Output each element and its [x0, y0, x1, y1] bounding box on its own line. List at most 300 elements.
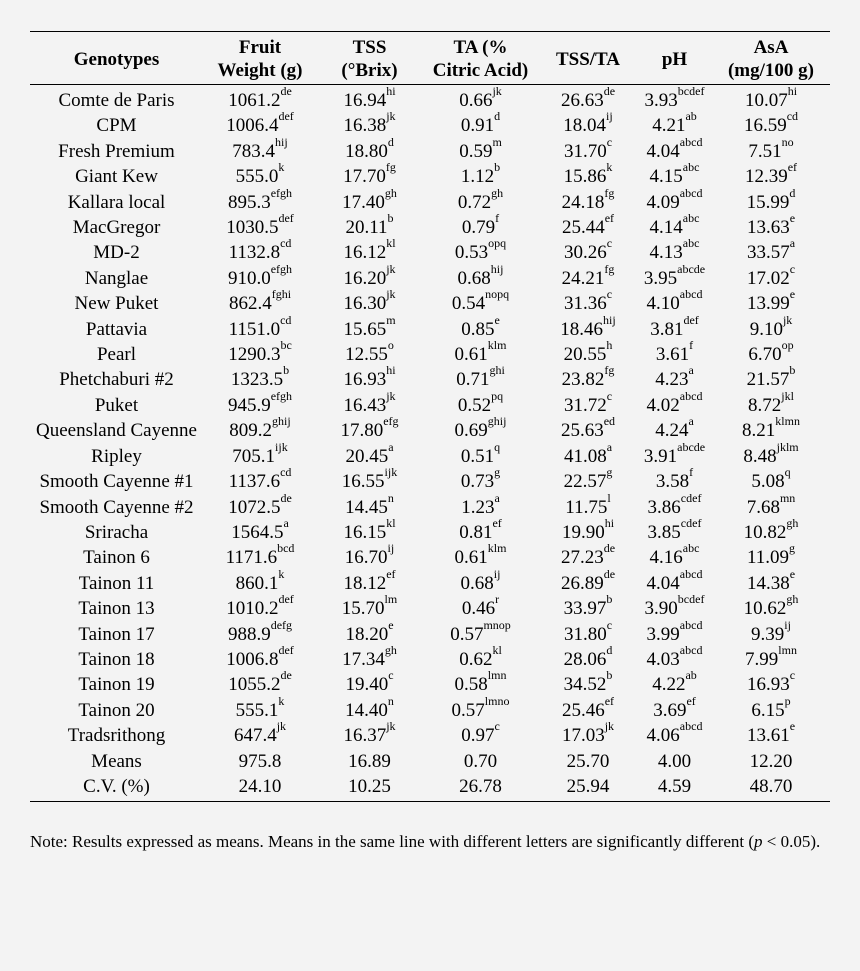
significance-letters: ef	[386, 566, 396, 581]
ph-cell	[637, 287, 712, 316]
cell-value: 12.20	[749, 750, 793, 772]
header-genotypes: Genotypes	[30, 32, 203, 85]
significance-letters: abc	[682, 541, 700, 556]
genotype-cell: Tradsrithong	[67, 725, 166, 747]
tss-cell	[317, 388, 422, 418]
cell-value: 10.25	[348, 775, 391, 797]
significance-letters: opq	[488, 236, 507, 251]
asa-cell	[712, 693, 830, 723]
significance-letters: hij	[275, 134, 288, 149]
significance-letters: abcd	[679, 185, 703, 200]
significance-letters: o	[387, 338, 394, 353]
cell-value: 17.03	[561, 725, 605, 747]
fruit-weight-cell	[203, 160, 317, 189]
cell-value: 705.1	[232, 445, 276, 467]
asa-cell	[712, 134, 830, 164]
cell-value: 26.78	[459, 775, 502, 797]
cell-value: 20.45	[345, 445, 389, 467]
cell-value: 10.07	[744, 90, 788, 111]
cell-value: 988.9	[227, 623, 271, 645]
significance-letters: ab	[685, 109, 697, 124]
significance-letters: efgh	[270, 261, 293, 276]
cell-value: 25.44	[561, 217, 605, 239]
fruit-weight-cell	[203, 719, 317, 748]
ta-cell	[422, 388, 539, 418]
tss-cell	[317, 642, 422, 672]
cell-value: 19.40	[345, 674, 389, 696]
asa-cell	[712, 85, 830, 114]
significance-letters: kl	[386, 236, 396, 251]
cell-value: 14.45	[345, 496, 388, 518]
significance-letters: b	[606, 668, 613, 683]
tss-ta-cell	[539, 465, 637, 494]
cell-value: 24.21	[561, 267, 605, 289]
significance-letters: def	[278, 211, 294, 226]
significance-letters: de	[603, 541, 616, 556]
genotype-cell: Nanglae	[84, 267, 149, 289]
cell-value: 0.57	[451, 699, 485, 721]
tss-ta-cell	[539, 642, 637, 672]
header-ta: TA (% Citric Acid)	[422, 32, 539, 85]
genotype-cell: Tainon 6	[83, 547, 150, 569]
cell-value: 33.97	[563, 598, 607, 620]
tss-ta-cell	[539, 261, 637, 291]
table-row	[30, 723, 830, 748]
significance-letters: gh	[786, 515, 799, 530]
asa-cell	[712, 439, 830, 469]
cell-value: 4.00	[657, 750, 692, 772]
table-row	[30, 139, 830, 164]
cell-value: 1290.3	[228, 344, 281, 366]
tss-cell	[317, 566, 422, 596]
significance-letters: cd	[280, 465, 292, 480]
genotype-cell: Tainon 13	[78, 598, 155, 620]
significance-letters: klm	[487, 338, 507, 353]
cell-value: 862.4	[228, 293, 272, 315]
tss-cell	[317, 490, 422, 520]
ph-cell	[637, 185, 712, 215]
significance-letters: abcde	[677, 439, 706, 454]
cell-value: 20.11	[345, 217, 388, 239]
significance-letters: de	[280, 668, 292, 683]
significance-letters: de	[280, 84, 292, 98]
significance-letters: no	[781, 134, 794, 149]
significance-letters: k	[278, 566, 285, 581]
significance-letters: e	[789, 566, 796, 581]
cell-value: 8.48	[743, 445, 777, 467]
fruit-weight-cell	[203, 388, 317, 418]
significance-letters: ij	[387, 541, 395, 556]
cell-value: 31.80	[563, 623, 607, 645]
cell-value: 18.04	[563, 115, 607, 137]
ta-cell	[422, 566, 539, 596]
table-row	[30, 367, 830, 392]
significance-letters: h	[606, 338, 613, 353]
tss-cell	[317, 774, 422, 802]
fruit-weight-cell	[203, 515, 317, 545]
tss-ta-cell	[539, 439, 637, 469]
significance-letters: bc	[280, 338, 292, 353]
cell-value: 17.70	[343, 166, 386, 188]
cell-value: 4.13	[649, 242, 683, 264]
significance-letters: c	[606, 388, 613, 403]
significance-letters: cd	[280, 312, 292, 327]
significance-letters: c	[388, 668, 394, 683]
significance-letters: ijk	[275, 439, 288, 454]
fruit-weight-cell	[203, 338, 317, 367]
cell-value: 5.08	[751, 471, 785, 493]
cell-value: 910.0	[227, 267, 271, 289]
tss-cell	[317, 668, 422, 697]
significance-letters: g	[789, 541, 796, 556]
asa-cell	[712, 185, 830, 215]
significance-letters: jkl	[781, 388, 794, 403]
cell-value: 0.70	[463, 750, 498, 772]
tss-cell	[317, 617, 422, 647]
table-row	[30, 520, 830, 545]
table-row	[30, 596, 830, 621]
tss-ta-cell	[539, 566, 637, 596]
cell-value: 23.82	[561, 369, 605, 391]
genotype-cell: Tainon 18	[78, 648, 155, 670]
significance-letters: kl	[386, 515, 396, 530]
results-table	[30, 31, 830, 802]
tss-cell	[317, 465, 422, 494]
tss-cell	[317, 85, 422, 114]
cell-value: 16.55	[341, 471, 385, 493]
ta-cell	[422, 312, 539, 342]
significance-letters: abc	[682, 236, 700, 251]
cell-value: 895.3	[227, 191, 271, 213]
asa-cell	[712, 566, 830, 596]
genotype-cell: MD-2	[93, 242, 140, 264]
significance-letters: jk	[276, 719, 287, 734]
tss-ta-cell	[539, 134, 637, 164]
cell-value: 31.36	[563, 293, 607, 315]
cell-value: 1.12	[460, 166, 495, 188]
significance-letters: m	[492, 134, 502, 149]
header-asa: AsA (mg/100 g)	[712, 32, 830, 85]
tss-cell	[317, 414, 422, 443]
tss-cell	[317, 185, 422, 215]
significance-letters: abcd	[679, 617, 703, 632]
significance-letters: jk	[604, 719, 615, 734]
cell-value: 4.24	[655, 420, 689, 442]
significance-letters: lmn	[487, 668, 507, 683]
ta-cell	[422, 617, 539, 647]
significance-letters: e	[789, 287, 796, 302]
significance-letters: abcd	[679, 566, 703, 581]
significance-letters: ijk	[384, 465, 398, 480]
tss-ta-cell	[539, 185, 637, 215]
ta-cell	[422, 160, 539, 189]
tss-ta-cell	[539, 693, 637, 723]
genotype-cell: Means	[91, 750, 142, 772]
cell-value: 4.14	[649, 217, 683, 239]
significance-letters: lmn	[778, 642, 797, 657]
cell-value: 1010.2	[226, 598, 279, 620]
cell-value: 15.86	[563, 166, 607, 188]
table-row	[30, 113, 830, 138]
cell-value: 4.09	[646, 191, 680, 213]
cell-value: 3.93	[644, 90, 678, 111]
cell-value: 13.63	[746, 217, 790, 239]
ta-cell	[422, 236, 539, 265]
cell-value: 13.61	[746, 725, 790, 747]
cell-value: 0.73	[460, 471, 495, 493]
cell-value: 16.43	[343, 394, 387, 416]
cell-value: 15.65	[343, 318, 387, 340]
cell-value: 1564.5	[231, 521, 284, 543]
significance-letters: c	[789, 261, 796, 276]
cell-value: 945.9	[227, 394, 271, 416]
significance-letters: ef	[604, 211, 615, 226]
significance-letters: a	[606, 439, 613, 454]
ta-cell	[422, 693, 539, 723]
ta-cell	[422, 134, 539, 164]
significance-letters: d	[789, 185, 796, 200]
cell-value: 25.94	[566, 775, 610, 797]
fruit-weight-cell	[203, 693, 317, 723]
ta-cell	[422, 719, 539, 748]
header-ph: pH	[637, 32, 712, 85]
asa-cell	[712, 541, 830, 570]
cell-value: 25.70	[566, 750, 610, 772]
ta-cell	[422, 211, 539, 240]
fruit-weight-cell	[203, 134, 317, 164]
ta-cell	[422, 338, 539, 367]
cell-value: 16.94	[343, 90, 387, 111]
asa-cell	[712, 719, 830, 748]
cell-value: 10.82	[743, 521, 787, 543]
table-row	[30, 266, 830, 291]
table-row	[30, 749, 830, 774]
fruit-weight-cell	[203, 109, 317, 138]
significance-letters: hi	[386, 84, 396, 98]
cell-value: 4.04	[646, 572, 680, 594]
fruit-weight-cell	[203, 541, 317, 570]
asa-cell	[712, 109, 830, 138]
cell-value: 16.59	[743, 115, 787, 137]
table-row	[30, 190, 830, 215]
genotype-cell: MacGregor	[72, 217, 161, 239]
genotype-cell: Puket	[94, 394, 139, 416]
significance-letters: ef	[492, 515, 502, 530]
cell-value: 16.20	[343, 267, 387, 289]
asa-cell	[712, 236, 830, 265]
cell-value: 20.55	[563, 344, 607, 366]
cell-value: 15.99	[746, 191, 790, 213]
cell-value: 0.79	[461, 217, 496, 239]
significance-letters: abcd	[679, 134, 703, 149]
significance-letters: f	[689, 465, 694, 480]
cell-value: 4.21	[652, 115, 686, 137]
significance-letters: jk	[492, 84, 502, 98]
table-row	[30, 571, 830, 596]
table-row	[30, 240, 830, 265]
cell-value: 3.61	[655, 344, 690, 366]
significance-letters: ij	[784, 617, 791, 632]
significance-letters: ghi	[489, 363, 505, 378]
header-row	[30, 32, 830, 85]
asa-cell	[712, 338, 830, 367]
cell-value: 25.63	[560, 420, 604, 442]
significance-letters: mn	[779, 490, 796, 505]
cell-value: 24.18	[561, 191, 605, 213]
ta-cell	[422, 109, 539, 138]
significance-letters: b	[789, 363, 796, 378]
ph-cell	[637, 774, 712, 802]
significance-letters: abc	[682, 160, 700, 175]
cell-value: 0.51	[460, 445, 495, 467]
ta-cell	[422, 85, 539, 114]
significance-letters: def	[683, 312, 699, 327]
cell-value: 4.06	[646, 725, 680, 747]
significance-letters: a	[388, 439, 394, 454]
significance-letters: defg	[270, 617, 293, 632]
cell-value: 1030.5	[226, 217, 279, 239]
ph-cell	[637, 211, 712, 240]
cell-value: 0.62	[459, 648, 493, 670]
table-row	[30, 622, 830, 647]
genotype-cell: Smooth Cayenne #2	[39, 496, 194, 518]
significance-letters: hij	[490, 261, 504, 276]
cell-value: 647.4	[233, 725, 277, 747]
tss-ta-cell	[539, 592, 637, 621]
tss-ta-cell	[539, 490, 637, 520]
cell-value: 11.75	[565, 496, 608, 518]
table-row	[30, 545, 830, 570]
cell-value: 555.1	[235, 699, 279, 721]
cell-value: 12.55	[345, 344, 388, 366]
genotype-cell: Tainon 11	[78, 572, 155, 594]
cell-value: 3.86	[647, 496, 681, 518]
table-row	[30, 495, 830, 520]
significance-letters: fghi	[271, 287, 292, 302]
table-row	[30, 698, 830, 723]
tss-ta-cell	[539, 749, 637, 774]
cell-value: 34.52	[563, 674, 607, 696]
table-row	[30, 672, 830, 697]
significance-letters: m	[386, 312, 396, 327]
tss-cell	[317, 134, 422, 164]
fruit-weight-cell	[203, 749, 317, 774]
significance-letters: jk	[386, 719, 396, 734]
cell-value: 28.06	[563, 648, 607, 670]
significance-letters: efgh	[270, 185, 293, 200]
cell-value: 16.93	[343, 369, 387, 391]
ta-cell	[422, 261, 539, 291]
genotype-cell: CPM	[96, 115, 137, 137]
table-row	[30, 291, 830, 316]
tss-ta-cell	[539, 287, 637, 316]
tss-cell	[317, 541, 422, 570]
asa-cell	[712, 363, 830, 392]
significance-letters: g	[606, 465, 613, 480]
cell-value: 0.54	[451, 293, 486, 315]
significance-letters: abcd	[679, 388, 703, 403]
significance-letters: c	[606, 617, 613, 632]
ph-cell	[637, 642, 712, 672]
cell-value: 4.03	[646, 648, 680, 670]
cell-value: 3.58	[655, 471, 690, 493]
significance-letters: e	[789, 719, 796, 734]
significance-letters: klm	[487, 541, 507, 556]
table-row	[30, 469, 830, 494]
significance-letters: q	[784, 465, 791, 480]
cell-value: 1171.6	[225, 547, 278, 569]
significance-letters: de	[280, 490, 292, 505]
cell-value: 12.39	[744, 166, 788, 188]
cell-value: 17.02	[746, 267, 790, 289]
fruit-weight-cell	[203, 85, 317, 114]
significance-letters: fg	[604, 185, 615, 200]
genotype-cell: Tainon 19	[78, 674, 155, 696]
cell-value: 6.15	[751, 699, 785, 721]
significance-letters: lm	[384, 592, 398, 607]
significance-letters: ef	[686, 693, 696, 708]
cell-value: 3.69	[653, 699, 687, 721]
tss-cell	[317, 592, 422, 621]
genotype-cell: New Puket	[74, 293, 159, 315]
significance-letters: ed	[603, 414, 616, 429]
significance-letters: nopq	[485, 287, 510, 302]
cell-value: 4.16	[649, 547, 683, 569]
significance-letters: e	[789, 211, 796, 226]
cell-value: 975.8	[238, 750, 282, 772]
ta-cell	[422, 541, 539, 570]
significance-letters: b	[606, 592, 613, 607]
asa-cell	[712, 592, 830, 621]
fruit-weight-cell	[203, 261, 317, 291]
cell-value: 9.39	[751, 623, 785, 645]
tss-cell	[317, 719, 422, 748]
cell-value: 0.59	[459, 140, 493, 162]
cell-value: 4.22	[652, 674, 686, 696]
significance-letters: l	[607, 490, 611, 505]
ta-cell	[422, 668, 539, 697]
cell-value: 13.99	[746, 293, 790, 315]
ta-cell	[422, 439, 539, 469]
significance-letters: abcd	[679, 642, 703, 657]
significance-letters: op	[781, 338, 794, 353]
significance-letters: ij	[606, 109, 613, 124]
ta-cell	[422, 642, 539, 672]
tss-cell	[317, 109, 422, 138]
cell-value: 26.63	[560, 90, 604, 111]
cell-value: 4.04	[646, 140, 680, 162]
asa-cell	[712, 160, 830, 189]
significance-letters: cdef	[680, 490, 702, 505]
cell-value: 0.72	[457, 191, 492, 213]
cell-value: 8.21	[742, 420, 776, 442]
fruit-weight-cell	[203, 465, 317, 494]
cell-value: 18.12	[343, 572, 387, 594]
significance-letters: lmno	[484, 693, 510, 708]
significance-letters: abcd	[679, 719, 703, 734]
table-body	[30, 85, 830, 802]
ph-cell	[637, 338, 712, 367]
ph-cell	[637, 515, 712, 545]
significance-letters: cd	[280, 236, 292, 251]
significance-letters: fg	[385, 160, 396, 175]
cell-value: 1006.8	[226, 648, 279, 670]
significance-letters: b	[494, 160, 501, 175]
table-row	[30, 342, 830, 367]
significance-letters: jk	[386, 388, 396, 403]
fruit-weight-cell	[203, 363, 317, 392]
genotype-cell: Tainon 20	[78, 699, 155, 721]
